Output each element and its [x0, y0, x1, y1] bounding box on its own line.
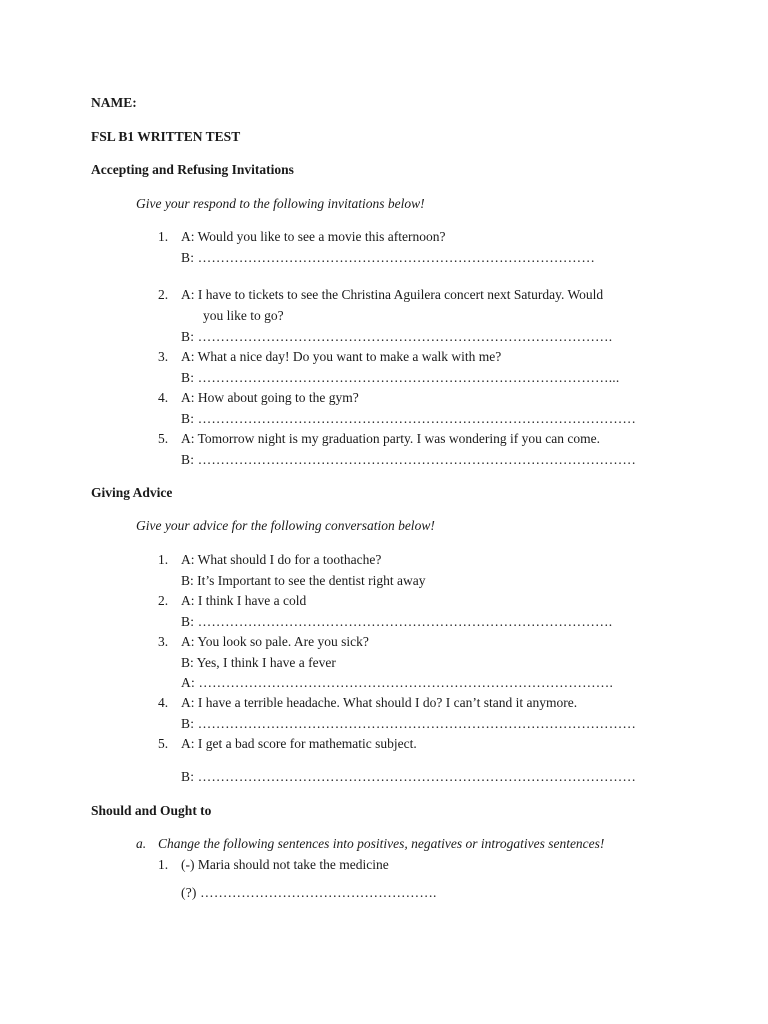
section-instruction-advice: Give your advice for the following conversation below! — [136, 518, 435, 533]
answer-line-b: B: ………………………………………………………………………………. — [181, 329, 613, 344]
dialogue-line: A: I think I have a cold — [181, 593, 307, 608]
answer-line-b: B: ………………………………………………………………………………... — [181, 370, 620, 385]
item-number: 1. — [158, 552, 169, 567]
answer-line: B: …………………………………………………………………………………… — [181, 769, 637, 784]
section-instruction-invitations: Give your respond to the following invitations below! — [136, 196, 425, 211]
answer-line: A: ………………………………………………………………………………. — [181, 675, 614, 690]
name-label: NAME: — [91, 95, 137, 110]
answer-line-b: B: …………………………………………………………………………… — [181, 250, 596, 265]
dialogue-line-a: A: I have to tickets to see the Christina Aguilera concert next Saturday. Would — [181, 287, 604, 302]
item-number: 5. — [158, 736, 169, 751]
sentence-line: (-) Maria should not take the medicine — [181, 857, 389, 872]
answer-line-b: B: …………………………………………………………………………………… — [181, 411, 637, 426]
dialogue-line: A: I have a terrible headache. What should I do? I can’t stand it anymore. — [181, 695, 578, 710]
section-title-should: Should and Ought to — [91, 803, 212, 818]
item-number: 1. — [158, 229, 169, 244]
dialogue-line-a: A: Tomorrow night is my graduation party. I was wondering if you can come. — [181, 431, 600, 446]
section-title-invitations: Accepting and Refusing Invitations — [91, 162, 294, 177]
dialogue-line: B: It’s Important to see the dentist right away — [181, 573, 426, 588]
test-title: FSL B1 WRITTEN TEST — [91, 129, 241, 144]
dialogue-line-a: A: How about going to the gym? — [181, 390, 359, 405]
answer-line: (?) ……………………………………………. — [181, 885, 437, 900]
dialogue-line: A: What should I do for a toothache? — [181, 552, 382, 567]
item-number: 1. — [158, 857, 169, 872]
dialogue-line-a-continued: you like to go? — [203, 308, 284, 323]
item-number: 3. — [158, 634, 169, 649]
item-number: 4. — [158, 390, 169, 405]
dialogue-line-a: A: Would you like to see a movie this afternoon? — [181, 229, 446, 244]
dialogue-line: A: I get a bad score for mathematic subject. — [181, 736, 417, 751]
item-number: 2. — [158, 593, 169, 608]
item-number: 2. — [158, 287, 169, 302]
answer-line: B: …………………………………………………………………………………… — [181, 716, 637, 731]
item-number: 3. — [158, 349, 169, 364]
dialogue-line: B: Yes, I think I have a fever — [181, 655, 336, 670]
answer-line: B: ………………………………………………………………………………. — [181, 614, 613, 629]
item-number: 4. — [158, 695, 169, 710]
sub-instruction: Change the following sentences into positives, negatives or introgatives sentences! — [158, 836, 605, 851]
dialogue-line-a: A: What a nice day! Do you want to make a walk with me? — [181, 349, 502, 364]
dialogue-line: A: You look so pale. Are you sick? — [181, 634, 369, 649]
sub-letter: a. — [136, 836, 147, 851]
answer-line-b: B: …………………………………………………………………………………… — [181, 452, 637, 467]
item-number: 5. — [158, 431, 169, 446]
section-title-advice: Giving Advice — [91, 485, 173, 500]
